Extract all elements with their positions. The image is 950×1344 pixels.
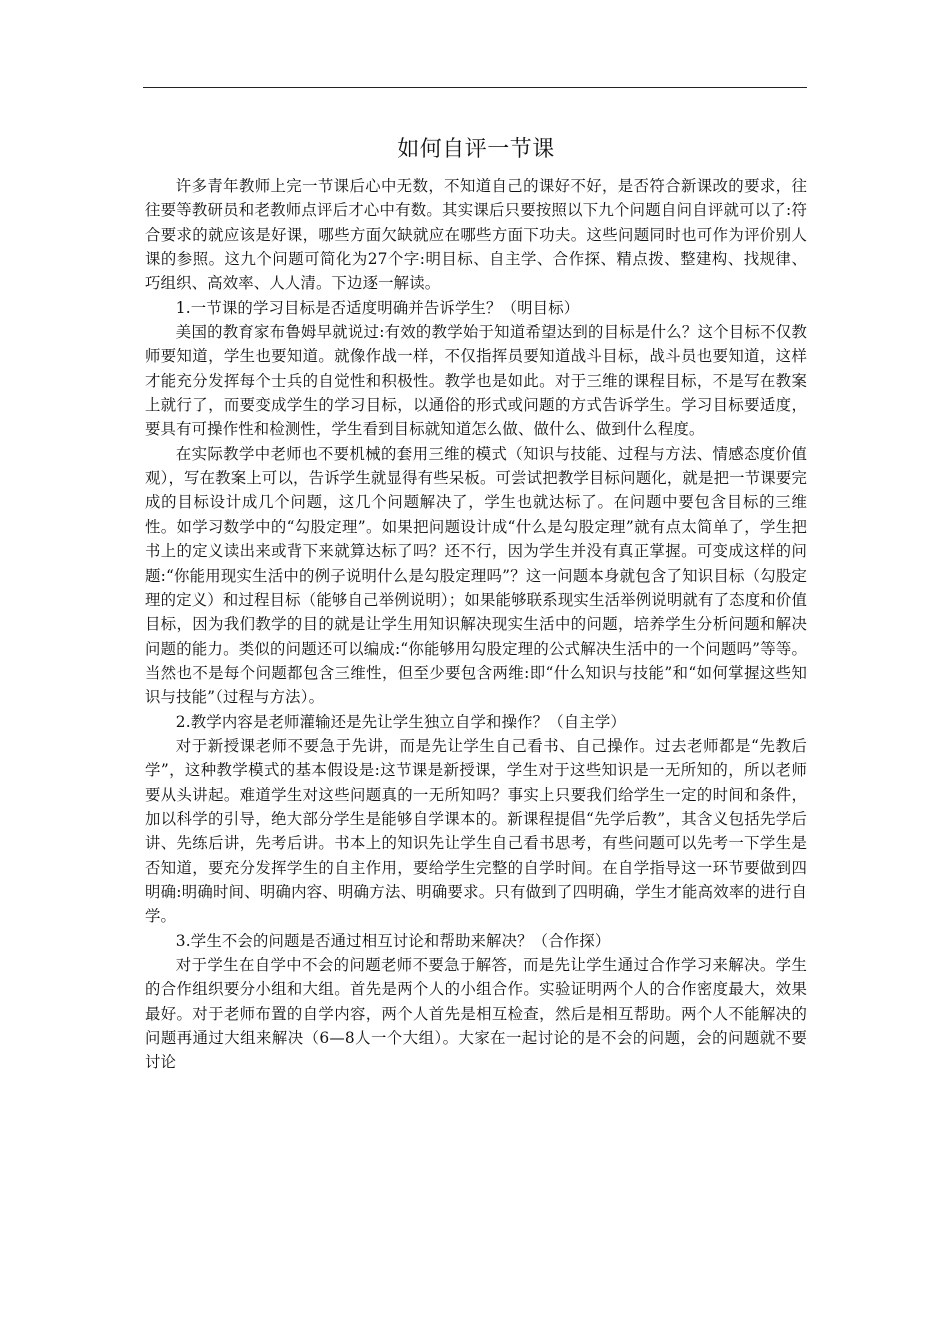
section-heading-3: 3.学生不会的问题是否通过相互讨论和帮助来解决？（合作探）: [175, 931, 611, 950]
document-title: 如何自评一节课: [397, 137, 555, 162]
paragraph-intro: 许多青年教师上完一节课后心中无数，不知道自己的课好不好，是否符合新课改的要求，往往要等教研员和老教师点评后才心中有数。其实课后只要按照以下九个问题自问自评就可以了:符合要求的就应该是好课，哪些方面欠缺就应在哪些方面下功夫。这些问题同时也可作为评价别人课的参照。这九个问题可简化为27个字:明目标、自主学、合作探、精点拨、整建构、找规律、巧组织、高效率、人人清。下边逐一解读。: [145, 177, 807, 293]
paragraph-3: 对于学生在自学中不会的问题老师不要急于解答，而是先让学生通过合作学习来解决。学生的合作组织要分小组和大组。首先是两个人的小组合作。实验证明两个人的合作密度最大，效果最好。对于老师布置的自学内容，两个人首先是相互检查，然后是相互帮助。两个人不能解决的问题再通过大组来解决（6—8人一个大组）。大家在一起讨论的是不会的问题，会的问题就不要讨论: [145, 956, 807, 1072]
paragraph-2: 对于新授课老师不要急于先讲，而是先让学生自己看书、自己操作。过去老师都是“先教后学”，这种教学模式的基本假设是:这节课是新授课，学生对于这些知识是一无所知的，所以老师要从头讲起。难道学生对这些问题真的一无所知吗？事实上只要我们给学生一定的时间和条件，加以科学的引导，绝大部分学生是能够自学课本的。新课程提倡“先学后教”，其含义包括先学后讲、先练后讲，先考后讲。书本上的知识先让学生自己看书思考，有些问题可以先考一下学生是否知道，要充分发挥学生的自主作用，要给学生完整的自学时间。在自学指导这一环节要做到四明确:明确时间、明确内容、明确方法、明确要求。只有做到了四明确，学生才能高效率的进行自学。: [145, 736, 807, 926]
section-heading-1: 1.一节课的学习目标是否适度明确并告诉学生？（明目标）: [175, 298, 580, 317]
paragraph-1b: 在实际教学中老师也不要机械的套用三维的模式（知识与技能、过程与方法、情感态度价值观），写在教案上可以，告诉学生就显得有些呆板。可尝试把教学目标问题化，就是把一节课要完成的目标设计成几个问题，这几个问题解决了，学生也就达标了。在问题中要包含目标的三维性。如学习数学中的“勾股定理”。如果把问题设计成“什么是勾股定理”就有点太简单了，学生把书上的定义读出来或背下来就算达标了吗？还不行，因为学生并没有真正掌握。可变成这样的问题:“你能用现实生活中的例子说明什么是勾股定理吗”？这一问题本身就包含了知识目标（勾股定理的定义）和过程目标（能够自己举例说明）；如果能够联系现实生活举例说明就有了态度和价值目标，因为我们教学的目的就是让学生用知识解决现实生活中的问题，培养学生分析问题和解决问题的能力。类似的问题还可以编成:“你能够用勾股定理的公式解决生活中的一个问题吗”等等。当然也不是每个问题都包含三维性，但至少要包含两维:即“什么知识与技能”和“如何掌握这些知识与技能”（过程与方法）。: [145, 444, 807, 707]
section-heading-2: 2.教学内容是老师灌输还是先让学生独立自学和操作？（自主学）: [175, 712, 626, 731]
document-body: [145, 128, 807, 1075]
header-rule: [143, 87, 807, 88]
paragraph-1a: 美国的教育家布鲁姆早就说过:有效的教学始于知道希望达到的目标是什么？这个目标不仅教师要知道，学生也要知道。就像作战一样，不仅指挥员要知道战斗目标，战斗员也要知道，这样才能充分发挥每个士兵的自觉性和积极性。教学也是如此。对于三维的课程目标，不是写在教案上就行了，而要变成学生的学习目标，以通俗的形式或问题的方式告诉学生。学习目标要适度，要具有可操作性和检测性，学生看到目标就知道怎么做、做什么、做到什么程度。: [145, 323, 807, 439]
